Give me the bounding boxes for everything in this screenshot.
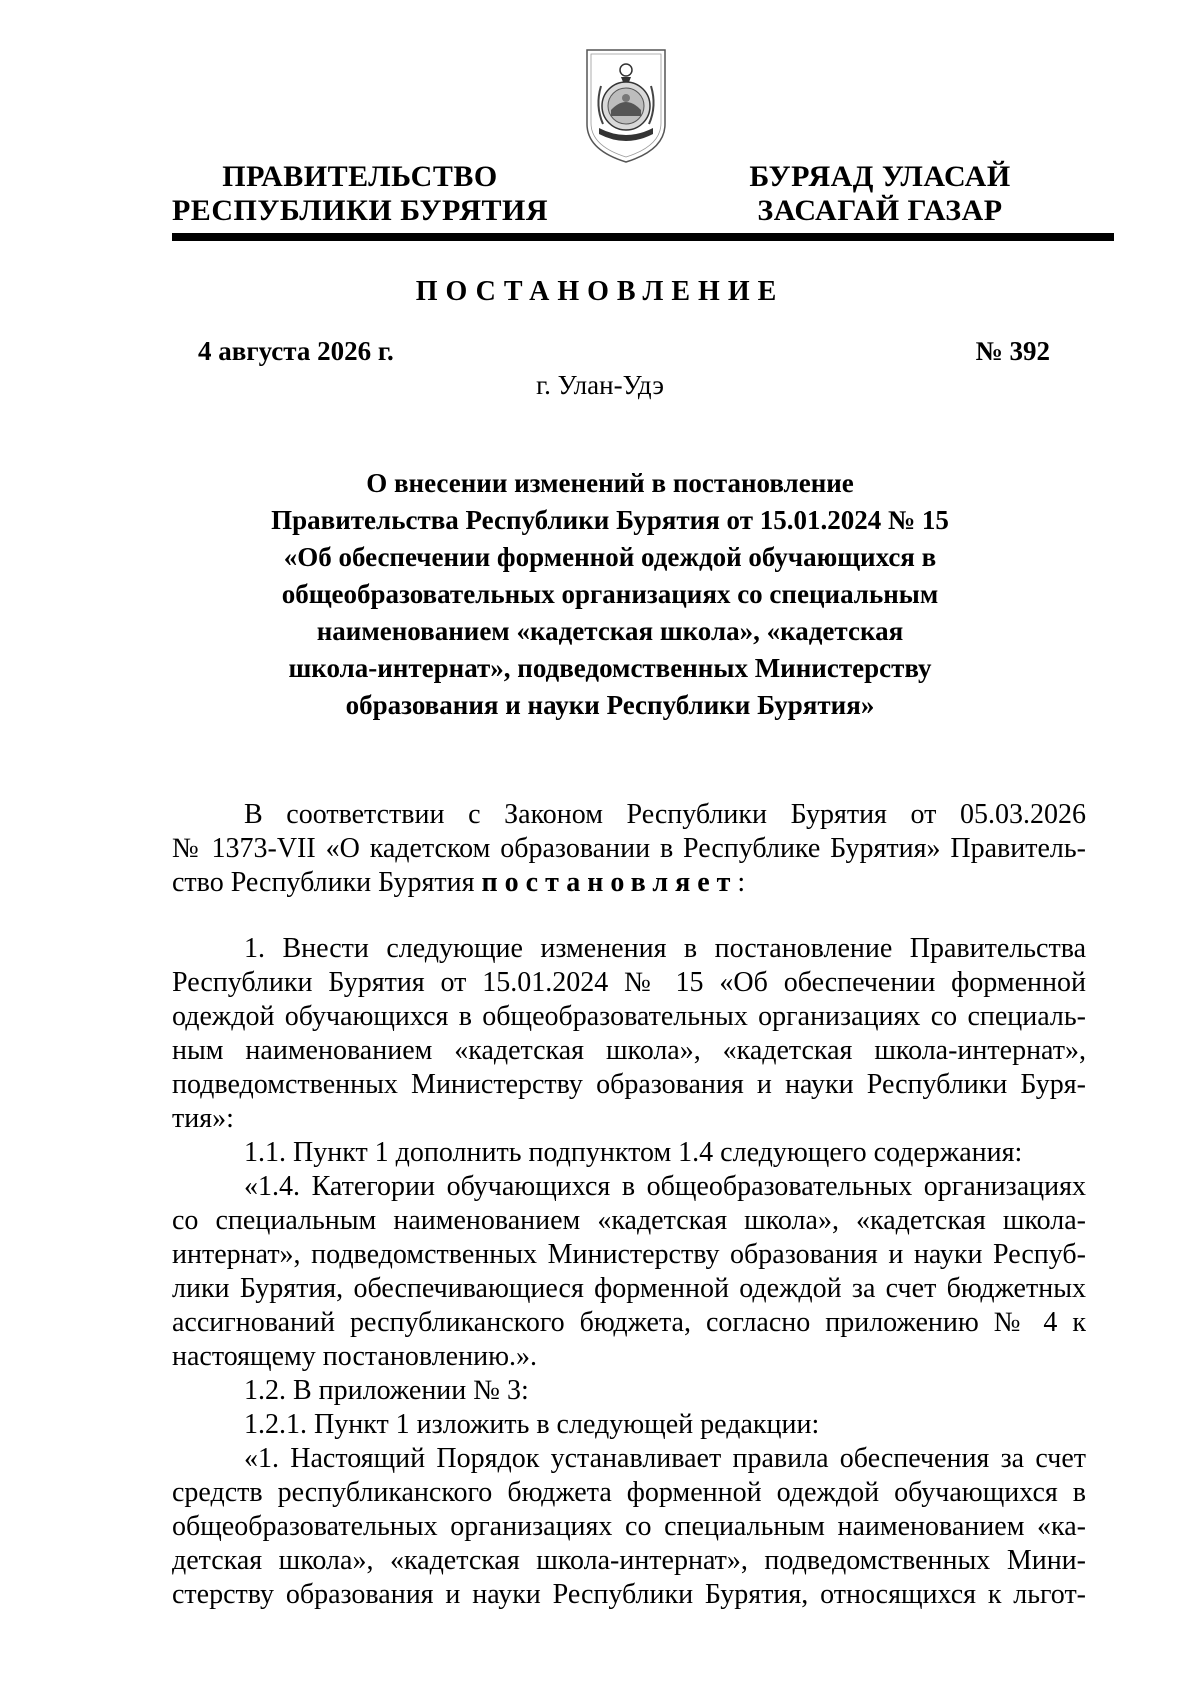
subject-line: О внесении изменений в постановление [366, 468, 854, 498]
document-date: 4 августа 2026 г. [198, 336, 394, 366]
header-divider [172, 233, 1114, 241]
paragraph-line: стерству образования и науки Республики Бурятия, относящихся к льгот- [172, 1579, 1086, 1610]
preamble-line: № 1373-VII «О кадетском образовании в Республике Бурятия» Правитель- [172, 833, 1086, 864]
paragraph-line: ассигнований республиканского бюджета, согласно приложению № 4 к [172, 1307, 1086, 1338]
paragraph-line: интернат», подведомственных Министерству образования и науки Респуб- [172, 1239, 1086, 1270]
organization-name-buryat [730, 160, 1030, 228]
org-bu-line-1: БУРЯАД УЛАСАЙ [749, 160, 1011, 193]
document-type-title: ПОСТАНОВЛЕНИЕ [415, 276, 785, 307]
org-ru-line-2: РЕСПУБЛИКИ БУРЯТИЯ [171, 194, 549, 227]
subject-line: Правительства Республики Бурятия от 15.01.2024 № 15 [271, 505, 949, 535]
org-ru-line-1: ПРАВИТЕЛЬСТВО [222, 160, 498, 193]
paragraph-line: лики Бурятия, обеспечивающиеся форменной одеждой за счет бюджетных [172, 1273, 1086, 1304]
paragraph-line: настоящему постановлению.». [172, 1341, 537, 1372]
paragraph-line: подведомственных Министерству образования и науки Республики Буря- [172, 1069, 1086, 1100]
paragraph-1-1 [172, 1136, 1086, 1170]
preamble-paragraph [172, 798, 1086, 900]
paragraph-line: «1. Настоящий Порядок устанавливает правила обеспечения за счет [244, 1443, 1086, 1474]
paragraph-1-2 [172, 1374, 1086, 1408]
paragraph-line: 1.1. Пункт 1 дополнить подпунктом 1.4 следующего содержания: [244, 1137, 1023, 1168]
paragraph-line: тия»: [172, 1103, 234, 1134]
paragraph-1-2-1 [172, 1408, 1086, 1442]
document-number: № 392 [975, 336, 1050, 366]
paragraph-1-4 [172, 1170, 1086, 1374]
document-city: г. Улан-Удэ [536, 370, 664, 400]
paragraph-line: одеждой обучающихся в общеобразовательных организациях со специаль- [172, 1001, 1086, 1032]
preamble-line: В соответствии с Законом Республики Бурятия от 05.03.2026 [244, 799, 1086, 830]
subject-line: образования и науки Республики Бурятия» [345, 690, 875, 720]
coat-of-arms-icon [581, 46, 671, 166]
preamble-line-3-suffix: : [737, 867, 746, 898]
subject-line: наименованием «кадетская школа», «кадетская [316, 616, 904, 646]
paragraph-line: 1.2. В приложении № 3: [244, 1375, 529, 1406]
subject-line: общеобразовательных организациях со специальным [281, 579, 939, 609]
preamble-line-3-prefix: ство Республики Бурятия [172, 867, 482, 898]
organization-name-russian [160, 160, 560, 228]
paragraph-line: «1.4. Категории обучающихся в общеобразовательных организациях [244, 1171, 1086, 1202]
paragraph-order-1 [172, 1442, 1086, 1612]
preamble-line [172, 866, 1086, 900]
paragraph-1 [172, 932, 1086, 1136]
paragraph-line: общеобразовательных организациях со специальным наименованием «ка- [172, 1511, 1086, 1542]
org-bu-line-2: ЗАСАГАЙ ГАЗАР [757, 194, 1003, 227]
paragraph-line: 1.2.1. Пункт 1 изложить в следующей редакции: [244, 1409, 820, 1440]
paragraph-line: средств республиканского бюджета форменной одеждой обучающихся в [172, 1477, 1086, 1508]
operative-word: постановляет [481, 867, 738, 898]
paragraph-line: ным наименованием «кадетская школа», «кадетская школа-интернат», [172, 1035, 1086, 1066]
paragraph-line: со специальным наименованием «кадетская школа», «кадетская школа- [172, 1205, 1086, 1236]
subject-line: школа-интернат», подведомственных Министерству [288, 653, 932, 683]
paragraph-line: 1. Внести следующие изменения в постановление Правительства [244, 933, 1086, 964]
paragraph-line: детская школа», «кадетская школа-интернат», подведомственных Мини- [172, 1545, 1086, 1576]
subject-line: «Об обеспечении форменной одеждой обучающихся в [283, 542, 937, 572]
document-subject [190, 465, 1030, 724]
paragraph-line: Республики Бурятия от 15.01.2024 № 15 «Об обеспечении форменной [172, 967, 1086, 998]
